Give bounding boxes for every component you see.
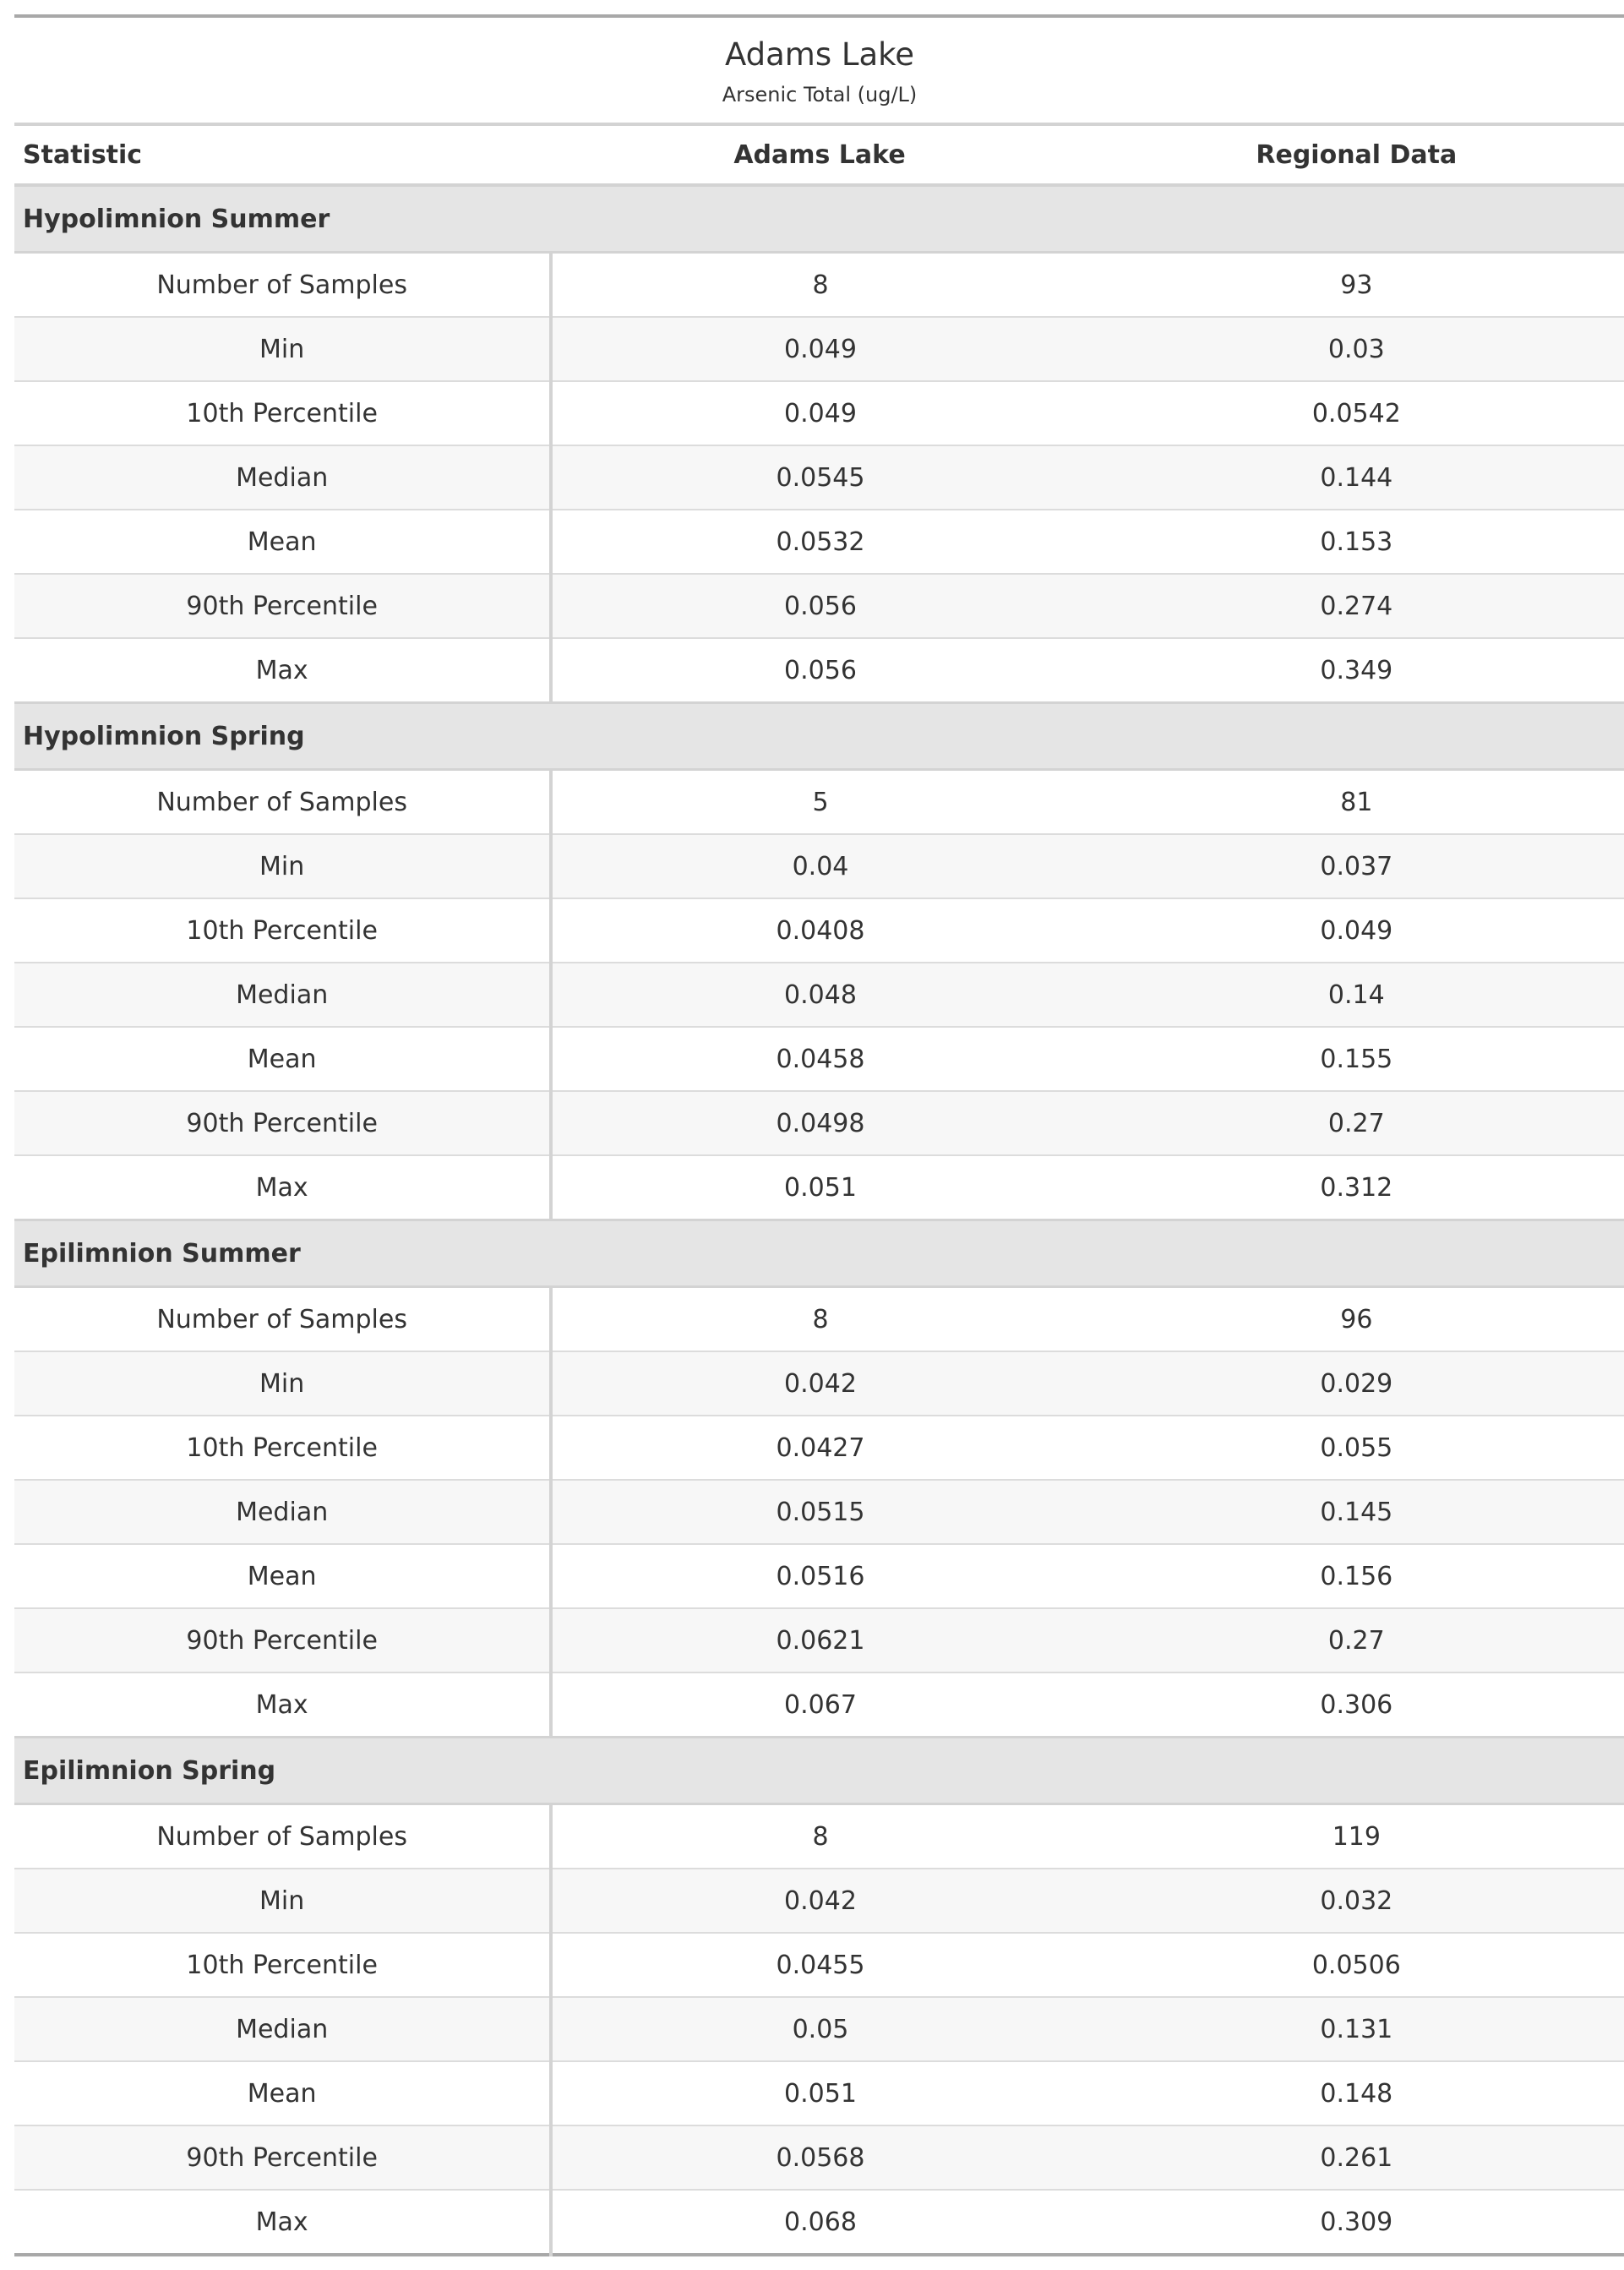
- regional-value-cell: 0.153: [1088, 510, 1624, 574]
- group-label: Epilimnion Spring: [14, 1738, 1624, 1804]
- regional-value-cell: 0.049: [1088, 898, 1624, 963]
- stat-cell: 10th Percentile: [14, 1416, 551, 1480]
- lake-value-cell: 0.05: [551, 1997, 1087, 2061]
- lake-value-cell: 0.042: [551, 1869, 1087, 1933]
- stat-cell: Number of Samples: [14, 253, 551, 318]
- regional-value-cell: 81: [1088, 770, 1624, 835]
- lake-value-cell: 0.051: [551, 2061, 1087, 2125]
- table-subtitle: Arsenic Total (ug/L): [722, 83, 918, 106]
- table-title: Adams Lake: [724, 36, 915, 73]
- lake-value-cell: 0.0545: [551, 445, 1087, 510]
- table-row: [14, 1155, 1624, 1220]
- table-row: [14, 317, 1624, 381]
- stat-cell: Max: [14, 1672, 551, 1738]
- table-row: [14, 963, 1624, 1027]
- regional-value-cell: 96: [1088, 1287, 1624, 1352]
- regional-value-cell: 0.029: [1088, 1351, 1624, 1416]
- stat-cell: 90th Percentile: [14, 2125, 551, 2190]
- group-row: [14, 1738, 1624, 1804]
- regional-value-cell: 0.309: [1088, 2190, 1624, 2255]
- table-row: [14, 770, 1624, 835]
- stat-cell: Min: [14, 1351, 551, 1416]
- stat-cell: Median: [14, 963, 551, 1027]
- regional-value-cell: 93: [1088, 253, 1624, 318]
- summary-table-container: [14, 14, 1624, 2256]
- column-header-lake: Adams Lake: [551, 124, 1087, 185]
- regional-value-cell: 0.306: [1088, 1672, 1624, 1738]
- column-header-regional: Regional Data: [1088, 124, 1624, 185]
- stat-cell: Number of Samples: [14, 1804, 551, 1869]
- table-row: [14, 1804, 1624, 1869]
- lake-value-cell: 0.049: [551, 381, 1087, 445]
- lake-value-cell: 0.0621: [551, 1608, 1087, 1672]
- table-row: [14, 1997, 1624, 2061]
- regional-value-cell: 0.156: [1088, 1544, 1624, 1608]
- table-row: [14, 1608, 1624, 1672]
- table-row: [14, 1933, 1624, 1997]
- regional-value-cell: 0.27: [1088, 1091, 1624, 1155]
- table-row: [14, 1416, 1624, 1480]
- table-row: [14, 2190, 1624, 2255]
- table-row: [14, 445, 1624, 510]
- regional-value-cell: 0.274: [1088, 574, 1624, 638]
- lake-value-cell: 0.056: [551, 574, 1087, 638]
- stat-cell: Min: [14, 1869, 551, 1933]
- table-row: [14, 2061, 1624, 2125]
- table-row: [14, 1027, 1624, 1091]
- table-row: [14, 1869, 1624, 1933]
- regional-value-cell: 0.261: [1088, 2125, 1624, 2190]
- stat-cell: 10th Percentile: [14, 1933, 551, 1997]
- regional-value-cell: 0.0542: [1088, 381, 1624, 445]
- stat-cell: Mean: [14, 510, 551, 574]
- table-row: [14, 1287, 1624, 1352]
- lake-value-cell: 0.042: [551, 1351, 1087, 1416]
- regional-value-cell: 0.14: [1088, 963, 1624, 1027]
- table-row: [14, 1091, 1624, 1155]
- stat-cell: Min: [14, 834, 551, 898]
- regional-value-cell: 0.312: [1088, 1155, 1624, 1220]
- regional-value-cell: 0.144: [1088, 445, 1624, 510]
- regional-value-cell: 0.155: [1088, 1027, 1624, 1091]
- stat-cell: Mean: [14, 1544, 551, 1608]
- table-row: [14, 510, 1624, 574]
- table-title-row: [14, 16, 1624, 124]
- lake-value-cell: 0.0516: [551, 1544, 1087, 1608]
- lake-value-cell: 5: [551, 770, 1087, 835]
- stat-cell: 90th Percentile: [14, 1091, 551, 1155]
- regional-value-cell: 119: [1088, 1804, 1624, 1869]
- regional-value-cell: 0.032: [1088, 1869, 1624, 1933]
- regional-value-cell: 0.131: [1088, 1997, 1624, 2061]
- group-label: Hypolimnion Spring: [14, 703, 1624, 770]
- stat-cell: 10th Percentile: [14, 381, 551, 445]
- stat-cell: Max: [14, 2190, 551, 2255]
- table-row: [14, 253, 1624, 318]
- table-row: [14, 381, 1624, 445]
- table-row: [14, 1544, 1624, 1608]
- table-row: [14, 834, 1624, 898]
- regional-value-cell: 0.055: [1088, 1416, 1624, 1480]
- regional-value-cell: 0.03: [1088, 317, 1624, 381]
- table-row: [14, 1672, 1624, 1738]
- lake-value-cell: 0.056: [551, 638, 1087, 703]
- lake-value-cell: 8: [551, 1287, 1087, 1352]
- stat-cell: 10th Percentile: [14, 898, 551, 963]
- regional-value-cell: 0.145: [1088, 1480, 1624, 1544]
- lake-value-cell: 0.048: [551, 963, 1087, 1027]
- lake-value-cell: 0.0408: [551, 898, 1087, 963]
- lake-value-cell: 0.0532: [551, 510, 1087, 574]
- regional-value-cell: 0.349: [1088, 638, 1624, 703]
- stat-cell: 90th Percentile: [14, 574, 551, 638]
- table-row: [14, 1351, 1624, 1416]
- group-label: Epilimnion Summer: [14, 1220, 1624, 1287]
- group-row: [14, 185, 1624, 253]
- summary-table: [14, 14, 1624, 2256]
- lake-value-cell: 0.0515: [551, 1480, 1087, 1544]
- table-row: [14, 574, 1624, 638]
- stat-cell: Median: [14, 445, 551, 510]
- stat-cell: Min: [14, 317, 551, 381]
- group-row: [14, 1220, 1624, 1287]
- lake-value-cell: 0.0568: [551, 2125, 1087, 2190]
- regional-value-cell: 0.27: [1088, 1608, 1624, 1672]
- stat-cell: Max: [14, 1155, 551, 1220]
- stat-cell: Median: [14, 1480, 551, 1544]
- table-row: [14, 898, 1624, 963]
- stat-cell: Mean: [14, 2061, 551, 2125]
- table-row: [14, 2125, 1624, 2190]
- stat-cell: Mean: [14, 1027, 551, 1091]
- table-row: [14, 638, 1624, 703]
- group-row: [14, 703, 1624, 770]
- lake-value-cell: 0.0458: [551, 1027, 1087, 1091]
- table-row: [14, 1480, 1624, 1544]
- stat-cell: Max: [14, 638, 551, 703]
- lake-value-cell: 0.0455: [551, 1933, 1087, 1997]
- regional-value-cell: 0.037: [1088, 834, 1624, 898]
- stat-cell: Number of Samples: [14, 1287, 551, 1352]
- lake-value-cell: 0.049: [551, 317, 1087, 381]
- stat-cell: Number of Samples: [14, 770, 551, 835]
- lake-value-cell: 0.067: [551, 1672, 1087, 1738]
- lake-value-cell: 8: [551, 253, 1087, 318]
- stat-cell: 90th Percentile: [14, 1608, 551, 1672]
- lake-value-cell: 8: [551, 1804, 1087, 1869]
- group-label: Hypolimnion Summer: [14, 185, 1624, 253]
- stat-cell: Median: [14, 1997, 551, 2061]
- table-body: [14, 185, 1624, 2255]
- column-header-row: [14, 124, 1624, 185]
- regional-value-cell: 0.0506: [1088, 1933, 1624, 1997]
- lake-value-cell: 0.0427: [551, 1416, 1087, 1480]
- lake-value-cell: 0.051: [551, 1155, 1087, 1220]
- lake-value-cell: 0.068: [551, 2190, 1087, 2255]
- regional-value-cell: 0.148: [1088, 2061, 1624, 2125]
- lake-value-cell: 0.0498: [551, 1091, 1087, 1155]
- lake-value-cell: 0.04: [551, 834, 1087, 898]
- column-header-statistic: Statistic: [14, 124, 551, 185]
